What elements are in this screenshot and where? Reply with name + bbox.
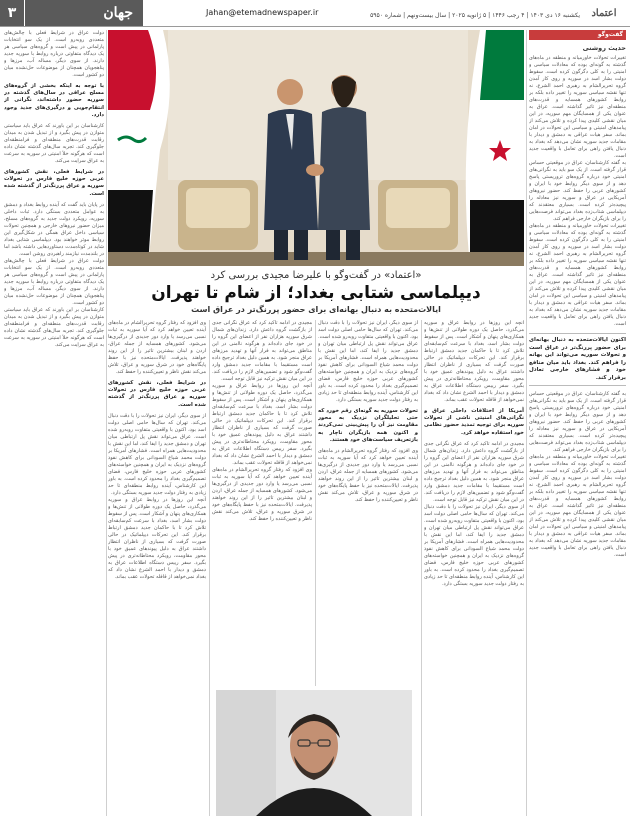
newspaper-logo: اعتماد — [591, 8, 617, 19]
article-subhead: «اعتماد» در گفت‌وگو با علیرضا مجیدی بررسی کرد — [210, 270, 422, 281]
article-column-2-text: از سوی دیگر، ایران نیز تحولات را با دقت دنبال می‌کند. تهران که سال‌ها حامی اصلی دولت اسد بود، اکنون با واقعیتی متفاوت روبه‌رو شده است. عراق می‌تواند نقش پل ارتباطی میان تهران و دمشق جدید را ایفا کند، اما این نقش با محدودیت‌هایی همراه است. فشارهای آمریکا بر دولت محمد شیاع السودانی برای کاهش نفوذ گروه‌های نزدیک به ایران و همچنین خواسته‌های کشورهای عربی حوزه خلیج فارس، فضای تصمیم‌گیری بغداد را محدود کرده است. به باور این کارشناس، آینده روابط منطقه‌ای تا حد زیادی به رفتار دولت جدید سوریه بستگی دارد. — [318, 320, 418, 403]
article-column-1-text-cont: مجیدی در ادامه تاکید کرد که عراق نگرانی جدی از بازگشت گروه داعش دارد. زندان‌های شمال شرق سوریه هزاران نفر از اعضای این گروه را در خود جای داده‌اند و هرگونه ناامنی در این مناطق می‌تواند به فرار آنها و تهدید مرزهای عراق منجر شود. به همین دلیل بغداد ترجیح داده است مستقیما با مقامات جدید دمشق وارد گفت‌وگو شود و تضمین‌های لازم را دریافت کند. در این میان نقش ترکیه نیز قابل توجه است. — [424, 440, 524, 503]
dateline: یکشنبه ۱۶ دی ۱۴۰۳ | ۴ رجب ۱۴۴۶ | ۵ ژانویه ۲۰۲۵ | سال بیست‌ونهم | شماره ۵۹۵۰ — [370, 12, 580, 19]
left-column-highlight-2: در شرایط فعلی، نقش کشورهای عربی حوزه خلیج فارس در تحولات سوریه و عراق پررنگ‌تر از گذشته شده است. — [4, 169, 104, 197]
right-column-kicker: گفت‌وگو — [529, 30, 626, 40]
portrait-photo — [216, 690, 412, 816]
column-rule — [315, 320, 316, 686]
article-column-4-highlight: در شرایط فعلی، نقش کشورهای عربی حوزه خلیج فارس در تحولات سوریه و عراق پررنگ‌تر از گذشته شده است. — [108, 380, 206, 408]
right-column-body-end: به گفته کارشناسان، عراق در موقعیتی حساس قرار گرفته است. از یک سو باید به نگرانی‌های امنیتی خود درباره گروه‌های تروریستی پاسخ دهد و از سوی دیگر روابط خود با ایران و کشورهای عربی را حفظ کند. حضور نیروهای آمریکایی در عراق و سوریه نیز معادله را پیچیده‌تر کرده است. بسیاری معتقدند که دیپلماسی شتاب‌زده بغداد می‌تواند فرصت‌هایی را برای بازیگران خارجی فراهم کند. — [529, 391, 626, 453]
handshake-photo — [108, 30, 524, 266]
page-number: ۳ — [0, 0, 24, 26]
article-column-4-text: وی افزود که رفتار گروه تحریرالشام در ماه‌های آینده تعیین خواهد کرد که آیا سوریه به ثبات نسبی می‌رسد یا وارد دور جدیدی از درگیری‌ها می‌شود. کشورهای همسایه از جمله عراق، اردن و لبنان بیشترین تاثیر را از این روند خواهند پذیرفت. ایالات‌متحده نیز با حفظ پایگاه‌های خود در شرق سوریه و عراق، تلاش می‌کند نقش ناظر و تعیین‌کننده را حفظ کند. — [108, 320, 206, 375]
right-column-body: تغییرات تحولات خاورمیانه و منطقه در ماه‌های گذشته به گونه‌ای بوده که معادلات سیاسی و امنیتی را به کلی دگرگون کرده است. سقوط دولت بشار اسد در سوریه و روی کار آمدن گروه تحریرالشام به رهبری احمد الشرع، نه تنها نقشه سیاسی سوریه را تغییر داده بلکه بر روابط کشورهای همسایه و قدرت‌های منطقه‌ای نیز تاثیر گذاشته است. عراق به عنوان یکی از همسایگان مهم سوریه، در این میان نقشی کلیدی پیدا کرده و تلاش می‌کند از پیامدهای امنیتی و سیاسی این تحولات در امان بماند. سفر هیات عراقی به دمشق و دیدار با مقامات جدید سوریه نشان می‌دهد که بغداد به دنبال یافتن راهی برای تعامل با واقعیت جدید است. — [529, 55, 626, 159]
left-column-text-2: کارشناسان بر این باورند که عراق باید سیاستی متوازن در پیش بگیرد و از تبدیل شدن به میدان رقابت قدرت‌های منطقه‌ای و فرامنطقه‌ای جلوگیری کند. تجربه سال‌های گذشته نشان داده است که هرگونه خلأ امنیتی در سوریه به سرعت به عراق سرایت می‌کند. — [4, 123, 104, 165]
column-rule — [209, 320, 210, 816]
right-column-body-more: تغییرات تحولات خاورمیانه و منطقه در ماه‌های گذشته به گونه‌ای بوده که معادلات سیاسی و امنیتی را به کلی دگرگون کرده است. سقوط دولت بشار اسد در سوریه و روی کار آمدن گروه تحریرالشام به رهبری احمد الشرع، نه تنها نقشه سیاسی سوریه را تغییر داده بلکه بر روابط کشورهای همسایه و قدرت‌های منطقه‌ای نیز تاثیر گذاشته است. عراق به عنوان یکی از همسایگان مهم سوریه، در این میان نقشی کلیدی پیدا کرده و تلاش می‌کند از پیامدهای امنیتی و سیاسی این تحولات در امان بماند. سفر هیات عراقی به دمشق و دیدار با مقامات جدید سوریه نشان می‌دهد که بغداد به دنبال یافتن راهی برای تعامل با واقعیت جدید است. — [529, 223, 626, 327]
interviewee-portrait — [216, 690, 412, 816]
right-column-highlight: اکنون ایالات‌متحده به دنبال بهانه‌ای برای حضور پررنگ‌تر در عراق است و تحولات سوریه می‌تواند این بهانه را فراهم کند. بغداد باید میان منافع خود و فشارهای خارجی تعادل برقرار کند. — [529, 333, 626, 386]
left-column — [4, 30, 104, 816]
right-column-body-cont: به گفته کارشناسان، عراق در موقعیتی حساس قرار گرفته است. از یک سو باید به نگرانی‌های امنیتی خود درباره گروه‌های تروریستی پاسخ دهد و از سوی دیگر روابط خود با ایران و کشورهای عربی را حفظ کند. حضور نیروهای آمریکایی در عراق و سوریه نیز معادله را پیچیده‌تر کرده است. بسیاری معتقدند که دیپلماسی شتاب‌زده بغداد می‌تواند فرصت‌هایی را برای بازیگران خارجی فراهم کند. — [529, 160, 626, 222]
section-email[interactable]: Jahan@etemadnewspaper.ir — [206, 8, 319, 17]
column-rule — [421, 320, 422, 816]
article-column-1 — [424, 320, 524, 816]
article-column-4-text-more: آنچه این روزها در روابط عراق و سوریه می‌گذرد، حاصل یک دوره طولانی از تنش‌ها و همکاری‌های پنهان و آشکار است. پس از سقوط دولت بشار اسد، بغداد با سرعت کم‌سابقه‌ای تلاش کرد تا با حاکمان جدید دمشق ارتباط برقرار کند. این تحرکات دیپلماتیک در حالی صورت گرفت که بسیاری از ناظران انتظار داشتند عراق به دلیل پیوندهای عمیق خود با محور مقاومت، رویکرد محتاطانه‌تری در پیش بگیرد. سفر رییس دستگاه اطلاعات عراق به دمشق و دیدار با احمد الشرع نشان داد که بغداد نمی‌خواهد از قافله تحولات عقب بماند. — [108, 496, 206, 580]
column-rule — [106, 30, 107, 816]
left-column-text-2-cont: کارشناسان بر این باورند که عراق باید سیاستی متوازن در پیش بگیرد و از تبدیل شدن به میدان رقابت قدرت‌های منطقه‌ای و فرامنطقه‌ای جلوگیری کند. تجربه سال‌های گذشته نشان داده است که هرگونه خلأ امنیتی در سوریه به سرعت به عراق سرایت می‌کند. — [4, 306, 104, 348]
article-column-3-text-cont: آنچه این روزها در روابط عراق و سوریه می‌گذرد، حاصل یک دوره طولانی از تنش‌ها و همکاری‌های پنهان و آشکار است. پس از سقوط دولت بشار اسد، بغداد با سرعت کم‌سابقه‌ای تلاش کرد تا با حاکمان جدید دمشق ارتباط برقرار کند. این تحرکات دیپلماتیک در حالی صورت گرفت که بسیاری از ناظران انتظار داشتند عراق به دلیل پیوندهای عمیق خود با محور مقاومت، رویکرد محتاطانه‌تری در پیش بگیرد. سفر رییس دستگاه اطلاعات عراق به دمشق و دیدار با احمد الشرع نشان داد که بغداد نمی‌خواهد از قافله تحولات عقب بماند. — [212, 383, 312, 466]
right-column — [529, 30, 626, 816]
left-column-text-1-cont: دولت عراق در شرایط فعلی با چالش‌های متعددی روبه‌رو است. از یک سو انتخابات پارلمانی در پیش است و گروه‌های سیاسی هر یک دیدگاه متفاوتی درباره روابط با سوریه جدید دارند. از سوی دیگر، مساله آب، مرزها و پناهجویان همچنان از موضوعات حل‌نشده میان دو کشور است. — [4, 257, 104, 306]
main-photo — [108, 30, 524, 266]
article-title: دیپلماسی شتابی بغداد؛ از شام تا تهران — [151, 283, 481, 303]
left-column-highlight-1: با توجه به اینکه بخشی از گروه‌های مسلح عراقی در سال‌های گذشته در سوریه حضور داشته‌اند، نگرانی از انتقام‌جویی و درگیری‌های جدید وجود دارد. — [4, 83, 104, 118]
article-column-4 — [108, 320, 206, 816]
article-column-3-text: مجیدی در ادامه تاکید کرد که عراق نگرانی جدی از بازگشت گروه داعش دارد. زندان‌های شمال شرق سوریه هزاران نفر از اعضای این گروه را در خود جای داده‌اند و هرگونه ناامنی در این مناطق می‌تواند به فرار آنها و تهدید مرزهای عراق منجر شود. به همین دلیل بغداد ترجیح داده است مستقیما با مقامات جدید دمشق وارد گفت‌وگو شود و تضمین‌های لازم را دریافت کند. در این میان نقش ترکیه نیز قابل توجه است. — [212, 320, 312, 382]
article-column-1-text-more: از سوی دیگر، ایران نیز تحولات را با دقت دنبال می‌کند. تهران که سال‌ها حامی اصلی دولت اسد بود، اکنون با واقعیتی متفاوت روبه‌رو شده است. عراق می‌تواند نقش پل ارتباطی میان تهران و دمشق جدید را ایفا کند، اما این نقش با محدودیت‌هایی همراه است. فشارهای آمریکا بر دولت محمد شیاع السودانی برای کاهش نفوذ گروه‌های نزدیک به ایران و همچنین خواسته‌های کشورهای عربی حوزه خلیج فارس، فضای تصمیم‌گیری بغداد را محدود کرده است. به باور این کارشناس، آینده روابط منطقه‌ای تا حد زیادی به رفتار دولت جدید سوریه بستگی دارد. — [424, 503, 524, 587]
article-column-3 — [212, 320, 312, 686]
page-header — [0, 0, 630, 26]
section-label: جهان — [25, 0, 143, 26]
header-rule — [0, 26, 630, 27]
left-column-text-3: در پایان باید گفت که آینده روابط بغداد و دمشق به عوامل متعددی بستگی دارد. ثبات داخلی سوریه، رویکرد دولت جدید به گروه‌های مسلح، میزان حضور نیروهای خارجی و همچنین تحولات سیاسی داخل عراق همگی در شکل‌گیری این روابط موثر خواهند بود. دیپلماسی شتابی بغداد شاید در کوتاه‌مدت دستاوردهایی داشته باشد اما در بلندمدت نیازمند راهبردی روشن است. — [4, 201, 104, 257]
article-column-3-text-more: وی افزود که رفتار گروه تحریرالشام در ماه‌های آینده تعیین خواهد کرد که آیا سوریه به ثبات نسبی می‌رسد یا وارد دور جدیدی از درگیری‌ها می‌شود. کشورهای همسایه از جمله عراق، اردن و لبنان بیشترین تاثیر را از این روند خواهند پذیرفت. ایالات‌متحده نیز با حفظ پایگاه‌های خود در شرق سوریه و عراق، تلاش می‌کند نقش ناظر و تعیین‌کننده را حفظ کند. — [212, 467, 312, 522]
left-column-text-1: دولت عراق در شرایط فعلی با چالش‌های متعددی روبه‌رو است. از یک سو انتخابات پارلمانی در پیش است و گروه‌های سیاسی هر یک دیدگاه متفاوتی درباره روابط با سوریه جدید دارند. از سوی دیگر، مساله آب، مرزها و پناهجویان همچنان از موضوعات حل‌نشده میان دو کشور است. — [4, 30, 104, 78]
column-rule — [526, 30, 527, 816]
article-column-2-highlight: تحولات سوریه به گونه‌ای رقم خورد که حتی تحلیلگران نزدیک به محور مقاومت نیز آن را پیش‌بینی نمی‌کردند و اکنون همه بازیگران ناچار به بازتعریف سیاست‌های خود هستند. — [318, 408, 418, 443]
article-column-1-highlight: آمریکا از اختلافات داخلی عراق و نگرانی‌های امنیتی ناشی از تحولات سوریه برای توجیه تمدید حضور نظامی خود استفاده خواهد کرد. — [424, 408, 524, 436]
article-column-1-text: آنچه این روزها در روابط عراق و سوریه می‌گذرد، حاصل یک دوره طولانی از تنش‌ها و همکاری‌های پنهان و آشکار است. پس از سقوط دولت بشار اسد، بغداد با سرعت کم‌سابقه‌ای تلاش کرد تا با حاکمان جدید دمشق ارتباط برقرار کند. این تحرکات دیپلماتیک در حالی صورت گرفت که بسیاری از ناظران انتظار داشتند عراق به دلیل پیوندهای عمیق خود با محور مقاومت، رویکرد محتاطانه‌تری در پیش بگیرد. سفر رییس دستگاه اطلاعات عراق به دمشق و دیدار با احمد الشرع نشان داد که بغداد نمی‌خواهد از قافله تحولات عقب بماند. — [424, 320, 524, 403]
article-column-4-text-cont: از سوی دیگر، ایران نیز تحولات را با دقت دنبال می‌کند. تهران که سال‌ها حامی اصلی دولت اسد بود، اکنون با واقعیتی متفاوت روبه‌رو شده است. عراق می‌تواند نقش پل ارتباطی میان تهران و دمشق جدید را ایفا کند، اما این نقش با محدودیت‌هایی همراه است. فشارهای آمریکا بر دولت محمد شیاع السودانی برای کاهش نفوذ گروه‌های نزدیک به ایران و همچنین خواسته‌های کشورهای عربی حوزه خلیج فارس، فضای تصمیم‌گیری بغداد را محدود کرده است. به باور این کارشناس، آینده روابط منطقه‌ای تا حد زیادی به رفتار دولت جدید سوریه بستگی دارد. — [108, 412, 206, 496]
right-column-body-tail: تغییرات تحولات خاورمیانه و منطقه در ماه‌های گذشته به گونه‌ای بوده که معادلات سیاسی و امنیتی را به کلی دگرگون کرده است. سقوط دولت بشار اسد در سوریه و روی کار آمدن گروه تحریرالشام به رهبری احمد الشرع، نه تنها نقشه سیاسی سوریه را تغییر داده بلکه بر روابط کشورهای همسایه و قدرت‌های منطقه‌ای نیز تاثیر گذاشته است. عراق به عنوان یکی از همسایگان مهم سوریه، در این میان نقشی کلیدی پیدا کرده و تلاش می‌کند از پیامدهای امنیتی و سیاسی این تحولات در امان بماند. سفر هیات عراقی به دمشق و دیدار با مقامات جدید سوریه نشان می‌دهد که بغداد به دنبال یافتن راهی برای تعامل با واقعیت جدید است. — [529, 454, 626, 558]
right-column-title: حدیث روشنی — [582, 44, 626, 52]
article-column-2-text-cont: وی افزود که رفتار گروه تحریرالشام در ماه‌های آینده تعیین خواهد کرد که آیا سوریه به ثبات نسبی می‌رسد یا وارد دور جدیدی از درگیری‌ها می‌شود. کشورهای همسایه از جمله عراق، اردن و لبنان بیشترین تاثیر را از این روند خواهند پذیرفت. ایالات‌متحده نیز با حفظ پایگاه‌های خود در شرق سوریه و عراق، تلاش می‌کند نقش ناظر و تعیین‌کننده را حفظ کند. — [318, 448, 418, 504]
article-column-2 — [318, 320, 418, 686]
article-tagline: ایالات‌متحده به دنبال بهانه‌ای برای حضور پررنگ‌تر در عراق است — [191, 305, 441, 314]
